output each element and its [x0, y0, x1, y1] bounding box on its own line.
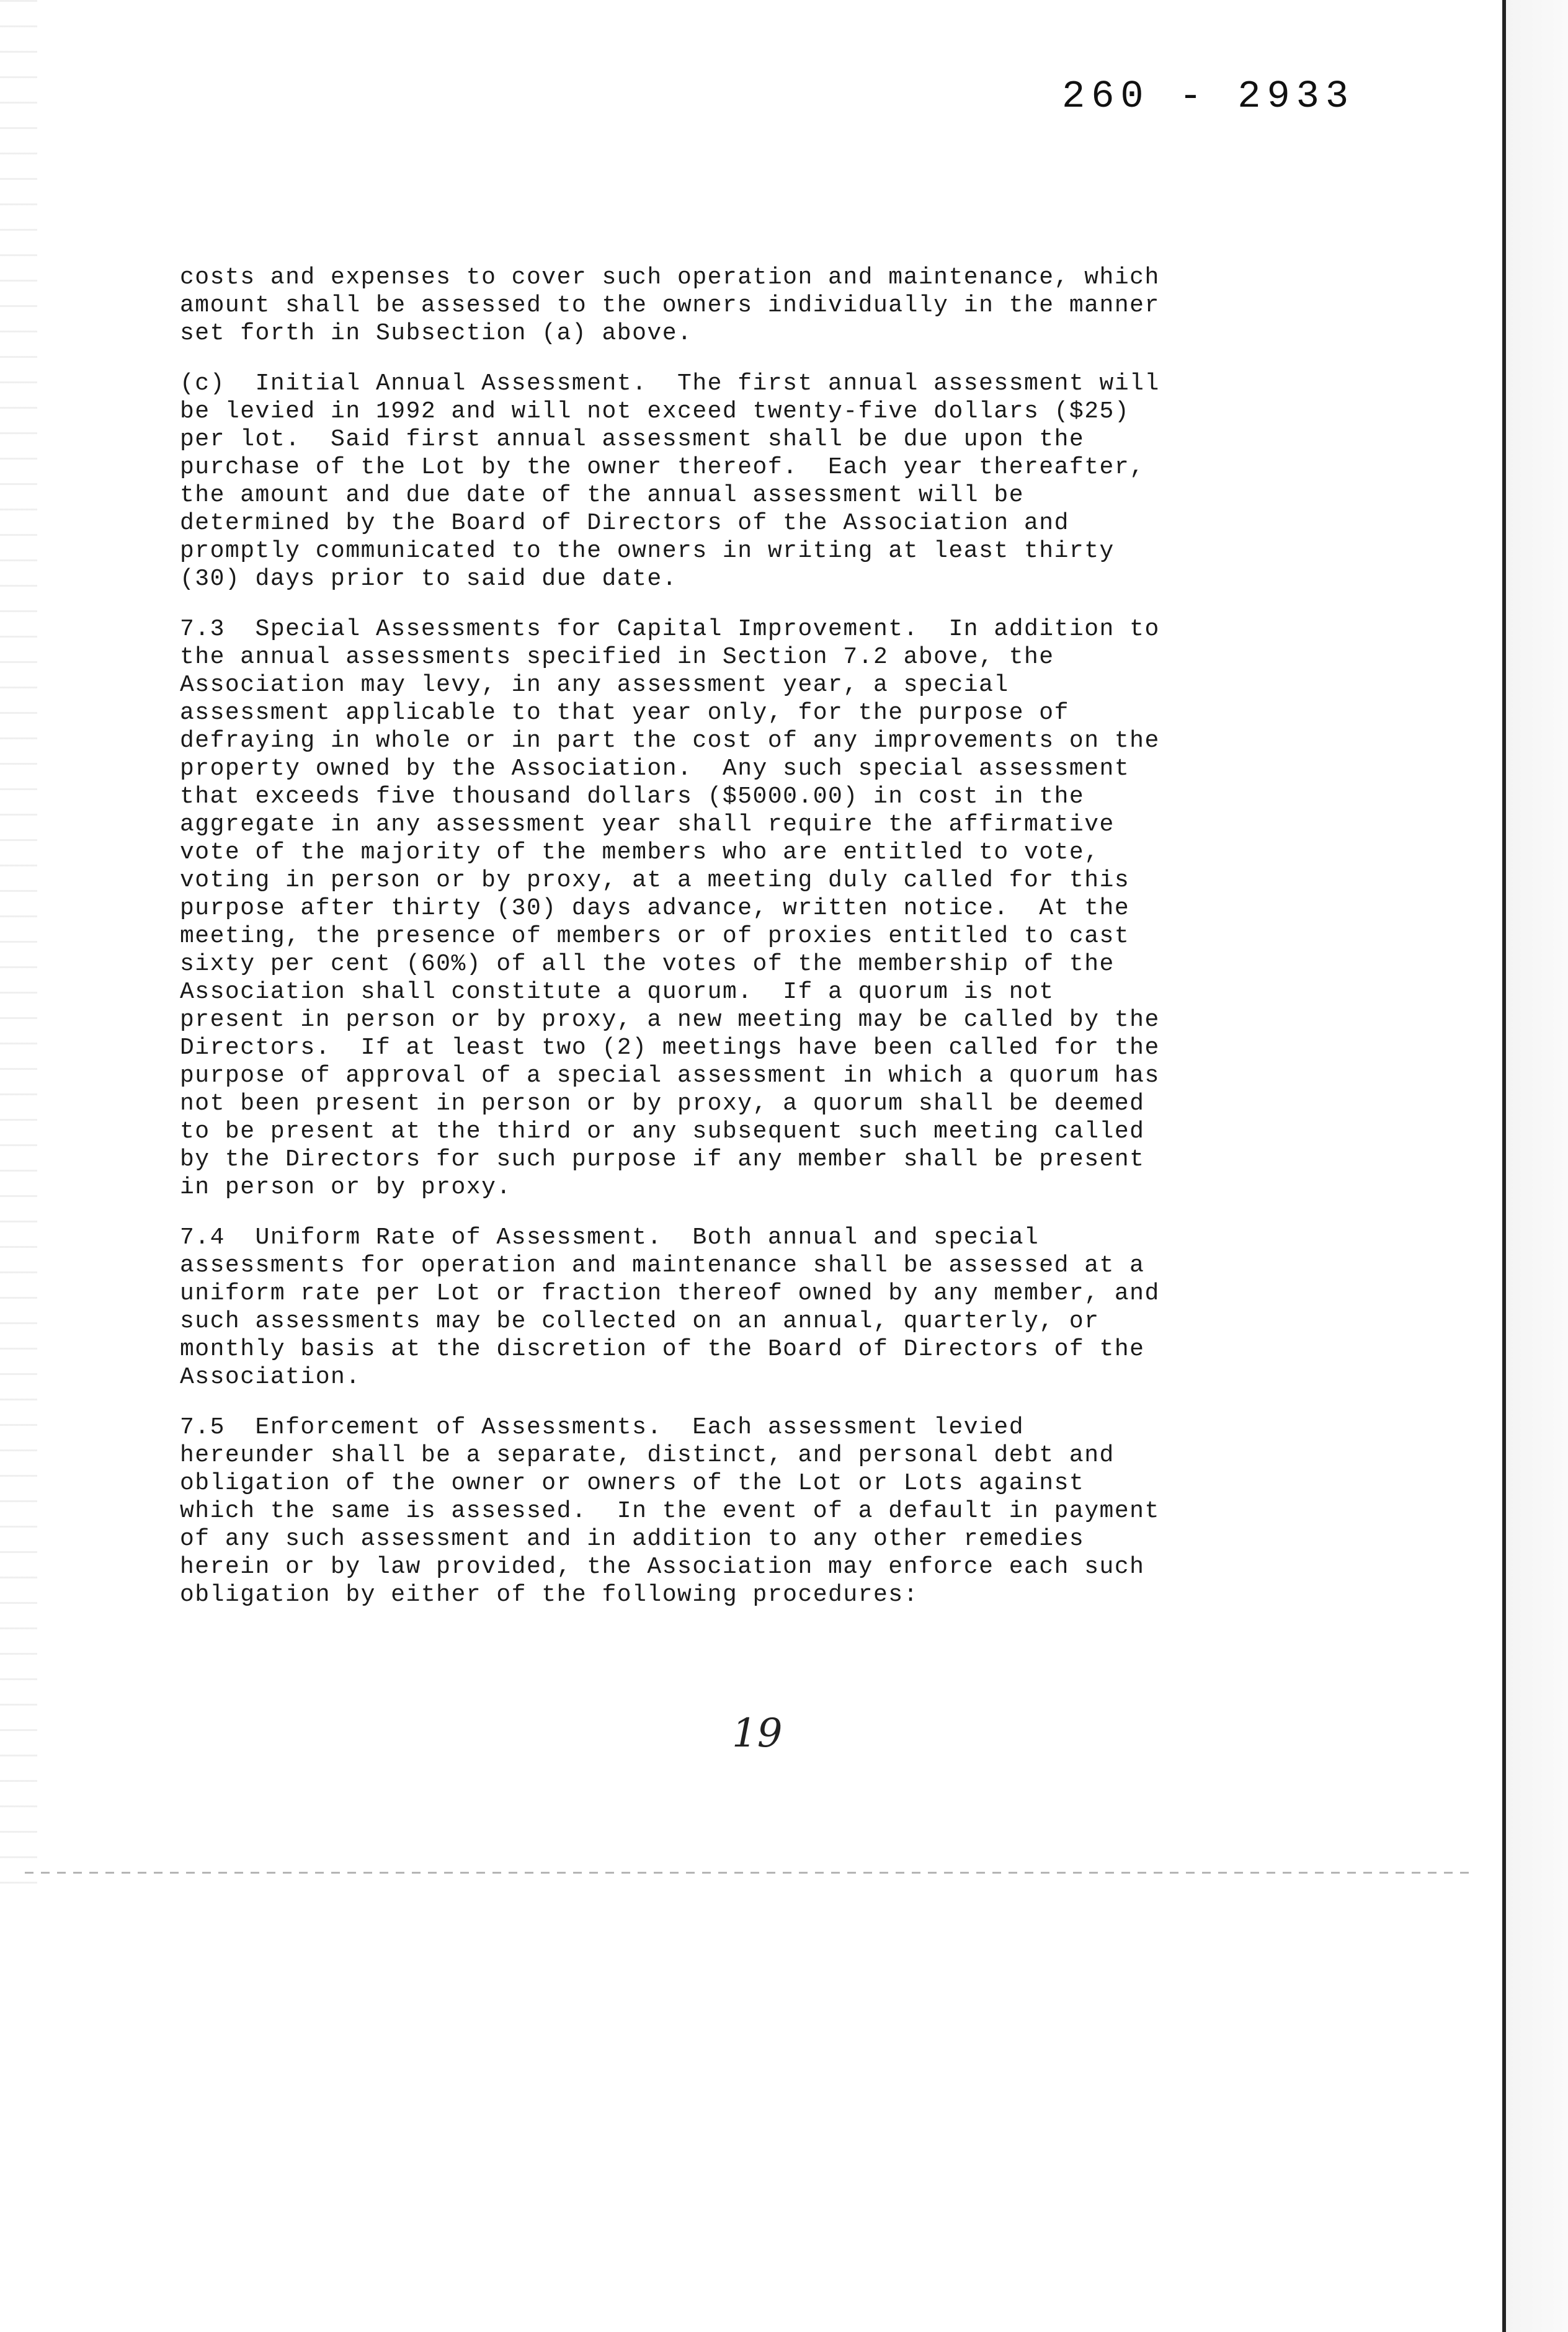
text-line: Association may levy, in any assessment year, a special [180, 672, 1009, 698]
text-line: sixty per cent (60%) of all the votes of the membership of the [180, 951, 1115, 977]
text-line: costs and expenses to cover such operation and maintenance, which [180, 264, 1160, 291]
text-line: (c) Initial Annual Assessment. The first annual assessment will [180, 370, 1160, 397]
text-line: hereunder shall be a separate, distinct, and personal debt and [180, 1442, 1115, 1469]
document-body [180, 264, 1296, 1631]
text-line: obligation by either of the following procedures: [180, 1582, 919, 1608]
text-line: 7.3 Special Assessments for Capital Improvement. In addition to [180, 616, 1160, 643]
paragraph [180, 1224, 1296, 1391]
page-number: 19 [732, 1711, 783, 1756]
text-line: of any such assessment and in addition to any other remedies [180, 1526, 1085, 1552]
text-line: voting in person or by proxy, at a meeting duly called for this [180, 867, 1130, 894]
paragraph [180, 264, 1296, 347]
text-line: Directors. If at least two (2) meetings have been called for the [180, 1035, 1160, 1061]
text-line: herein or by law provided, the Association may enforce each such [180, 1554, 1145, 1580]
paragraph [180, 615, 1296, 1201]
text-line: obligation of the owner or owners of the Lot or Lots against [180, 1470, 1085, 1497]
text-line: assessments for operation and maintenance shall be assessed at a [180, 1252, 1145, 1279]
text-line: by the Directors for such purpose if any member shall be present [180, 1146, 1145, 1173]
text-line: such assessments may be collected on an annual, quarterly, or [180, 1308, 1100, 1335]
scan-noise [0, 0, 37, 1898]
text-line: promptly communicated to the owners in writing at least thirty [180, 538, 1115, 564]
text-line: in person or by proxy. [180, 1174, 512, 1201]
scan-page-edge [25, 1872, 1476, 1874]
text-line: amount shall be assessed to the owners individually in the manner [180, 292, 1160, 319]
text-line: aggregate in any assessment year shall require the affirmative [180, 811, 1115, 838]
text-line: Association shall constitute a quorum. If a quorum is not [180, 979, 1054, 1005]
text-line: defraying in whole or in part the cost of any improvements on the [180, 728, 1160, 754]
scan-shadow [1506, 0, 1568, 2332]
text-line: property owned by the Association. Any such special assessment [180, 755, 1130, 782]
text-line: uniform rate per Lot or fraction thereof owned by any member, and [180, 1280, 1160, 1307]
text-line: (30) days prior to said due date. [180, 566, 678, 592]
text-line: the annual assessments specified in Section 7.2 above, the [180, 644, 1054, 670]
text-line: purchase of the Lot by the owner thereof. Each year thereafter, [180, 454, 1145, 481]
text-line: not been present in person or by proxy, a quorum shall be deemed [180, 1090, 1145, 1117]
text-line: purpose of approval of a special assessment in which a quorum has [180, 1062, 1160, 1089]
scan-edge [1502, 0, 1506, 2332]
text-line: 7.5 Enforcement of Assessments. Each assessment levied [180, 1414, 1025, 1441]
text-line: purpose after thirty (30) days advance, written notice. At the [180, 895, 1130, 922]
text-line: present in person or by proxy, a new meeting may be called by the [180, 1007, 1160, 1033]
text-line: be levied in 1992 and will not exceed twenty-five dollars ($25) [180, 398, 1130, 425]
text-line: which the same is assessed. In the event of a default in payment [180, 1498, 1160, 1524]
text-line: Association. [180, 1364, 361, 1391]
text-line: that exceeds five thousand dollars ($5000.00) in cost in the [180, 783, 1085, 810]
text-line: the amount and due date of the annual assessment will be [180, 482, 1025, 509]
text-line: per lot. Said first annual assessment shall be due upon the [180, 426, 1085, 453]
text-line: 7.4 Uniform Rate of Assessment. Both annual and special [180, 1224, 1040, 1251]
text-line: monthly basis at the discretion of the Board of Directors of the [180, 1336, 1145, 1363]
document-number: 260 - 2933 [1062, 74, 1355, 118]
text-line: to be present at the third or any subsequent such meeting called [180, 1118, 1145, 1145]
paragraph [180, 1413, 1296, 1609]
text-line: determined by the Board of Directors of the Association and [180, 510, 1069, 536]
text-line: meeting, the presence of members or of proxies entitled to cast [180, 923, 1130, 950]
text-line: set forth in Subsection (a) above. [180, 320, 693, 347]
paragraph [180, 370, 1296, 593]
text-line: assessment applicable to that year only, for the purpose of [180, 700, 1069, 726]
text-line: vote of the majority of the members who are entitled to vote, [180, 839, 1100, 866]
